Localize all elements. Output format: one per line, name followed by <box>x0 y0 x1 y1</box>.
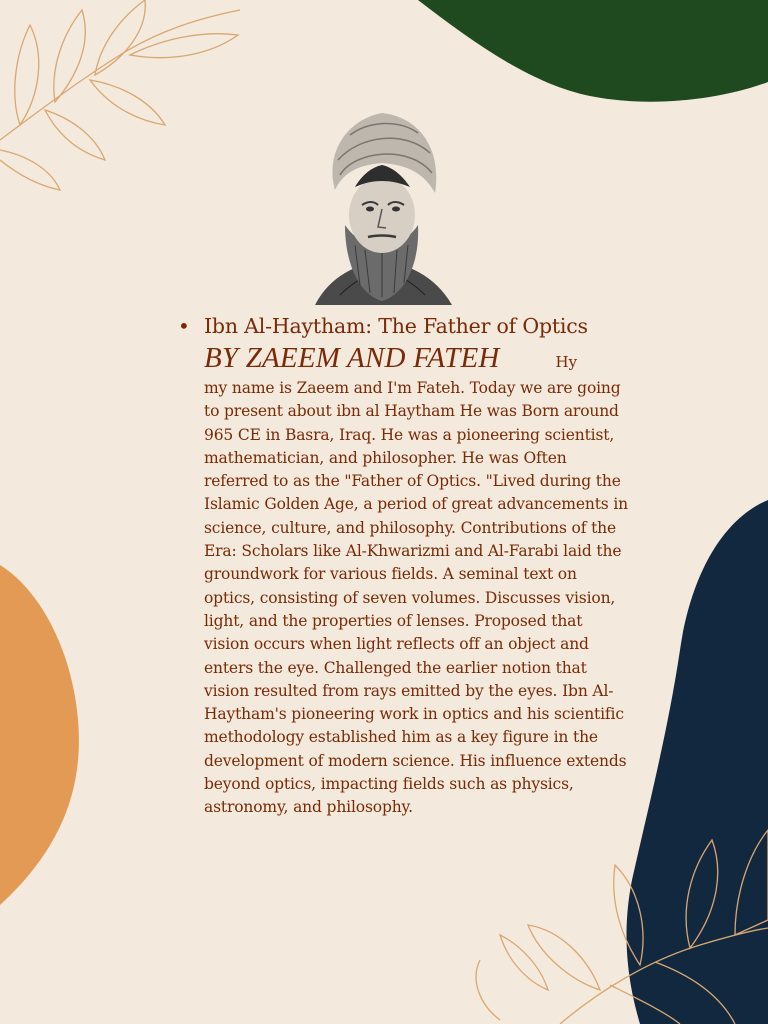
greeting-text: Hy <box>555 353 578 371</box>
body-paragraph: my name is Zaeem and I'm Fateh. Today we are going to present about ibn al Haytham He was Born around 965 CE in Basra, Iraq. He was a pioneering scientist, mathematician, and philosopher. He was Often referred to as the "Father of Optics. "Lived during the Islamic Golden Age, a period of great advancements in science, culture, and philosophy. Contributions of the Era: Scholars like Al-Khwarizmi and Al-Farabi laid the groundwork for various fields. A seminal text on optics, consisting of seven volumes. Discusses vision, light, and the properties of lenses. Proposed that vision occurs when light reflects off an object and enters the eye. Challenged the earlier notion that vision resulted from rays emitted by the eyes. Ibn Al-Haytham's pioneering work in optics and his scientific methodology established him as a key figure in the development of modern science. His influence extends beyond optics, impacting fields such as physics, astronomy, and philosophy. <box>204 379 629 817</box>
bullet-item <box>178 314 628 338</box>
slide-title: Ibn Al-Haytham: The Father of Optics <box>204 314 588 338</box>
portrait-engraving-icon <box>300 105 465 315</box>
byline: BY ZAEEM AND FATEH <box>204 342 500 374</box>
main-content <box>178 314 628 820</box>
byline-row <box>204 342 628 375</box>
orange-blob-shape <box>0 565 79 905</box>
green-blob-shape <box>418 0 768 102</box>
bullet-icon: • <box>178 314 190 338</box>
leaf-branch-top-left-icon <box>0 0 240 190</box>
